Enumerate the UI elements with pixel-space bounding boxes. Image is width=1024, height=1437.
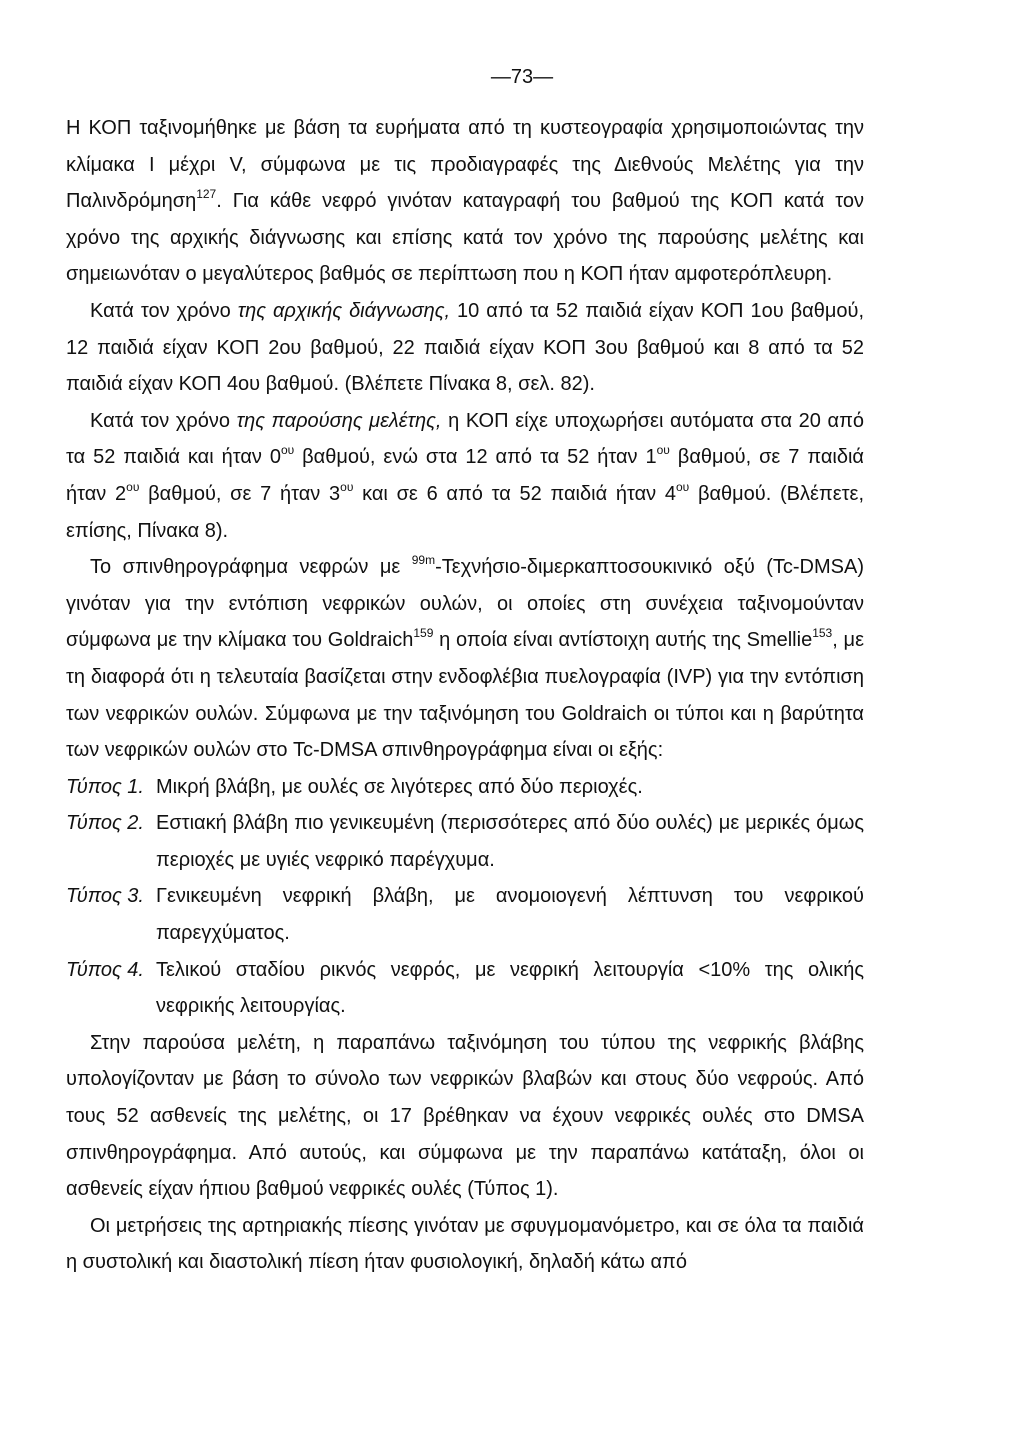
paragraph-initial-diagnosis: [66, 293, 864, 403]
isotope-sup: 99m: [411, 553, 436, 568]
citation-ref: 153: [812, 626, 833, 641]
paragraph-results: Στην παρούσα μελέτη, η παραπάνω ταξινόμηση του τύπου της νεφρικής βλάβης υπολογίζονταν με βάση το σύνολο των νεφρικών βλαβών και στους δύο νεφρούς. Από τους 52 ασθενείς της μελέτης, οι 17 βρέθηκαν να έχουν νεφρικές ουλές στο DMSA σπινθηρογράφημα. Από αυτούς, και σύμφωνα με την παραπάνω κατάταξη, όλοι οι ασθενείς είχαν ήπιου βαθμού νεφρικές ουλές (Τύπος 1).: [66, 1031, 864, 1201]
type-item: [66, 878, 864, 951]
type-description: Γενικευμένη νεφρική βλάβη, με ανομοιογενή λέπτυνση του νεφρικού παρεγχύματος.: [156, 885, 864, 945]
type-label: Τύπος 3.: [66, 885, 144, 908]
paragraph-text: -Τεχνήσιο-διμερκαπτοσουκινικό οξύ (Tc-DMSA) γινόταν για την εντόπιση νεφρικών ουλών, οι οποίες στη συνέχεια ταξινομούνταν σύμφωνα με την κλίμακα του Goldraich: [66, 556, 864, 652]
paragraph-text: . Για κάθε νεφρό γινόταν καταγραφή του βαθμού της ΚΟΠ κατά τον χρόνο της αρχικής διάγνωσης και επίσης κατά τον χρόνο της παρούσης μελέτης και σημειωνόταν ο μεγαλύτερος βαθμός σε περίπτωση που η ΚΟΠ ήταν αμφοτερόπλευρη.: [66, 190, 864, 286]
ordinal-sup: ου: [656, 443, 670, 458]
type-label: Τύπος 2.: [66, 812, 144, 835]
italic-phrase: της παρούσης μελέτης,: [236, 409, 442, 432]
type-item: [66, 952, 864, 1025]
type-item: [66, 805, 864, 878]
paragraph-text: βαθμού, σε 7 ήταν 3: [139, 482, 341, 505]
type-description: Εστιακή βλάβη πιο γενικευμένη (περισσότερες από δύο ουλές) με μερικές όμως περιοχές με υγιές νεφρικό παρέγχυμα.: [156, 812, 864, 871]
paragraph-text: η ΚΟΠ είχε υποχωρήσει αυτόματα στα 20 από τα 52 παιδιά και ήταν 0: [66, 409, 865, 469]
ordinal-sup: ου: [126, 479, 140, 494]
paragraph-present-study: [66, 403, 864, 549]
paragraph-text: Το σπινθηρογράφημα νεφρών με: [90, 556, 412, 579]
paragraph-text: Κατά τον χρόνο: [90, 299, 238, 322]
type-list: [66, 769, 864, 1025]
type-label: Τύπος 1.: [66, 775, 144, 798]
paragraph-text: βαθμού, σε 7 παιδιά ήταν 2: [66, 446, 864, 505]
paragraph-text: βαθμού, ενώ στα 12 από τα 52 ήταν 1: [294, 446, 657, 469]
paragraph-dmsa: [66, 549, 864, 769]
type-item: [66, 769, 864, 806]
type-label: Τύπος 4.: [66, 958, 144, 981]
paragraph-text: και σε 6 από τα 52 παιδιά ήταν 4: [353, 482, 676, 505]
paragraph-classification: [66, 110, 864, 293]
paragraph-blood-pressure: Οι μετρήσεις της αρτηριακής πίεσης γινόταν με σφυγμομανόμετρο, και σε όλα τα παιδιά η συστολική και διαστολική πίεση ήταν φυσιολογική, δηλαδή κάτω από: [66, 1214, 864, 1274]
paragraph-text: 10 από τα 52 παιδιά είχαν ΚΟΠ 1ου βαθμού, 12 παιδιά είχαν ΚΟΠ 2ου βαθμού, 22 παιδιά είχαν ΚΟΠ 3ου βαθμού και 8 από τα 52 παιδιά είχαν ΚΟΠ 4ου βαθμού. (Βλέπετε Πίνακα 8, σελ. 82).: [66, 299, 864, 396]
citation-ref: 159: [413, 626, 434, 641]
citation-ref: 127: [196, 187, 217, 202]
ordinal-sup: ου: [676, 479, 690, 494]
ordinal-sup: ου: [280, 443, 295, 458]
ordinal-sup: ου: [340, 479, 354, 494]
paragraph-text: Κατά τον χρόνο: [90, 409, 237, 432]
paragraph-text: η οποία είναι αντίστοιχη αυτής της Smellie: [433, 629, 813, 652]
paragraph-text: , με τη διαφορά ότι η τελευταία βασίζεται στην ενδοφλέβια πυελογραφία (IVP) για την εντόπιση των νεφρικών ουλών. Σύμφωνα με την ταξινόμηση του Goldraich οι τύποι και η βαρύτητα των νεφρικών ουλών στο Tc-DMSA σπινθηρογράφημα είναι οι εξής:: [66, 629, 864, 762]
type-description: Τελικού σταδίου ρικνός νεφρός, με νεφρική λειτουργία <10% της ολικής νεφρικής λειτουργίας.: [156, 958, 864, 1018]
body-text: [66, 110, 864, 1281]
italic-phrase: της αρχικής διάγνωσης,: [237, 299, 451, 322]
paragraph-text: Η ΚΟΠ ταξινομήθηκε με βάση τα ευρήματα από τη κυστεογραφία χρησιμοποιώντας την κλίμακα I μέχρι V, σύμφωνα με τις προδιαγραφές της Διεθνούς Μελέτης για την Παλινδρόμηση: [66, 117, 864, 213]
page-number: —73—: [490, 66, 554, 88]
type-description: Μικρή βλάβη, με ουλές σε λιγότερες από δύο περιοχές.: [156, 775, 643, 798]
paragraph-text: βαθμού. (Βλέπετε, επίσης, Πίνακα 8).: [66, 482, 865, 542]
